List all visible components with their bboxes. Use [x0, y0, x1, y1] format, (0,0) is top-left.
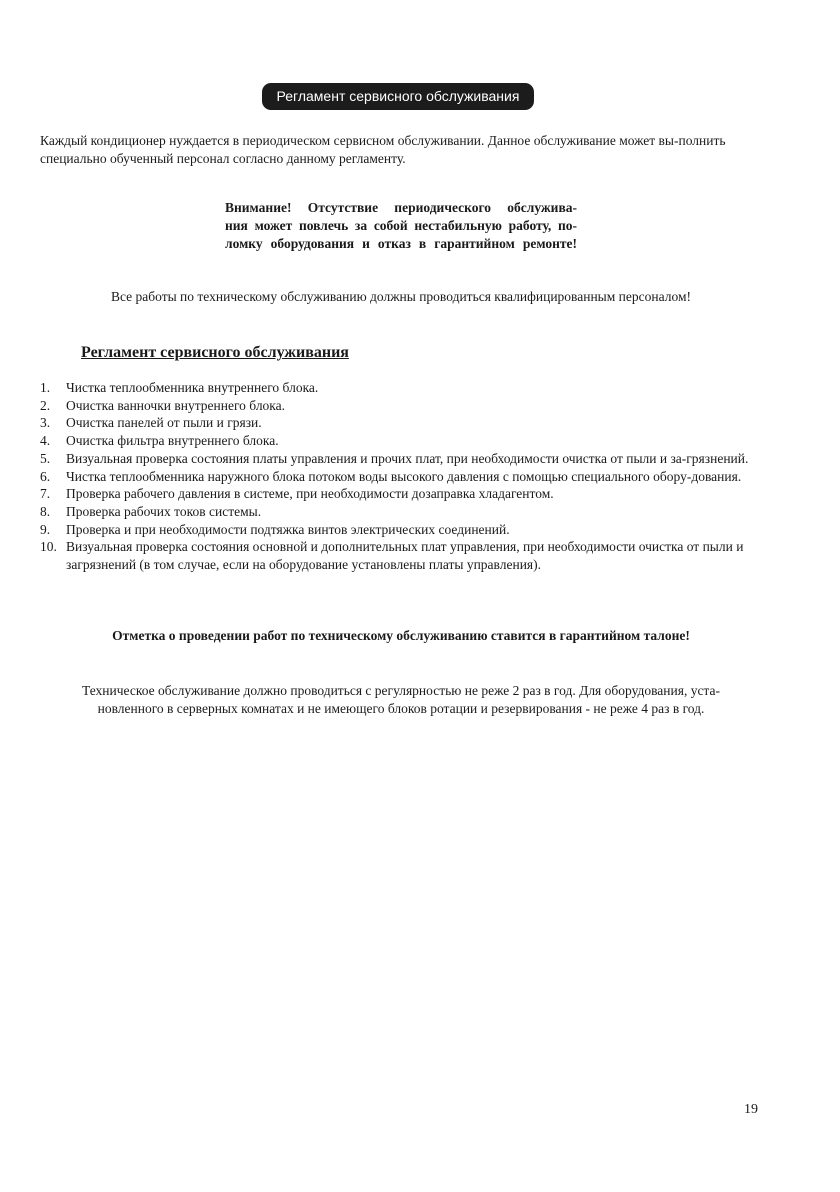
list-item — [40, 485, 752, 503]
list-item-number: 9. — [40, 521, 51, 537]
list-item-text: Проверка рабочего давления в системе, при необходимости дозаправка хладагентом. — [66, 486, 554, 502]
list-item-text: Очистка панелей от пыли и грязи. — [66, 415, 262, 431]
list-item-text: Чистка теплообменника внутреннего блока. — [66, 380, 319, 395]
list-item-number: 3. — [40, 415, 51, 431]
warning-line: ломку оборудования и отказ в гарантийном ремонте! — [225, 236, 577, 251]
list-item — [40, 538, 752, 573]
page-number: 19 — [744, 1102, 758, 1117]
list-item-text: Очистка фильтра внутреннего блока. — [66, 433, 279, 449]
list-item-text: Визуальная проверка состояния основной и дополнительных плат управления, при необходимости очистка от пыли и загрязнений (в том случае, если на оборудование установлены платы управления). — [66, 539, 744, 573]
list-item-number: 2. — [40, 397, 51, 413]
list-item-number: 1. — [40, 380, 51, 395]
list-item-number: 8. — [40, 503, 51, 519]
list-item-text: Проверка и при необходимости подтяжка винтов электрических соединений. — [66, 521, 510, 537]
list-item — [40, 521, 752, 539]
maintenance-task-list — [40, 379, 752, 574]
list-item-number: 5. — [40, 450, 51, 466]
section-title: Регламент сервисного обслуживания — [81, 344, 349, 361]
intro-paragraph: Каждый кондиционер нуждается в периодическом сервисном обслуживании. Данное обслуживание может вы-полнить специально обученный персонал согласно данному регламенту. — [40, 133, 726, 166]
warning-notice — [225, 199, 577, 253]
list-item-number: 4. — [40, 433, 51, 449]
section-header-badge: Регламент сервисного обслуживания — [262, 83, 534, 110]
regularity-line: новленного в серверных комнатах и не имеющего блоков ротации и резервирования - не реже 4 раз в год. — [97, 701, 705, 716]
list-item-number: 7. — [40, 486, 51, 502]
list-item-text: Визуальная проверка состояния платы управления и прочих плат, при необходимости очистка от пыли и за-грязнений. — [66, 450, 749, 466]
list-item-number: 6. — [40, 468, 51, 484]
list-item-text: Проверка рабочих токов системы. — [66, 503, 262, 519]
list-item — [40, 450, 752, 468]
qualified-personnel-note: Все работы по техническому обслуживанию должны проводиться квалифицированным персоналом! — [111, 289, 691, 304]
list-item-text: Чистка теплообменника наружного блока потоком воды высокого давления с помощью специального обору-дования. — [66, 468, 742, 484]
warranty-service-note: Отметка о проведении работ по техническому обслуживанию ставится в гарантийном талоне! — [112, 628, 690, 643]
list-item — [40, 397, 752, 415]
list-item — [40, 414, 752, 432]
list-item — [40, 379, 752, 397]
warning-line: Внимание! Отсутствие периодического обслужива- — [225, 200, 577, 215]
list-item — [40, 503, 752, 521]
list-item-number: 10. — [40, 539, 57, 555]
list-item — [40, 432, 752, 450]
list-item — [40, 468, 752, 486]
list-item-text: Очистка ванночки внутреннего блока. — [66, 397, 286, 413]
regularity-line: Техническое обслуживание должно проводиться с регулярностью не реже 2 раз в год. Для оборудования, уста- — [82, 683, 720, 698]
warning-line: ния может повлечь за собой нестабильную работу, по- — [225, 218, 577, 233]
regularity-paragraph — [40, 682, 762, 718]
